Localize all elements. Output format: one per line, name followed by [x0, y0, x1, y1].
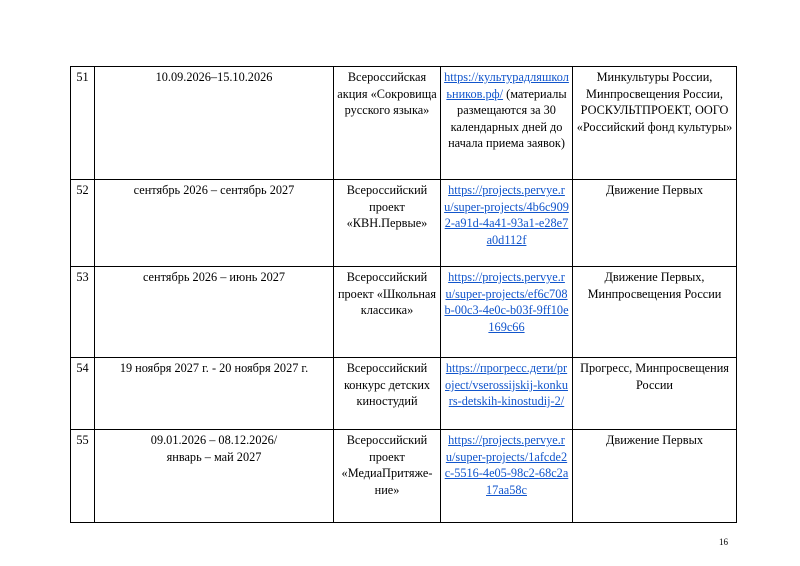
- page-number: 16: [719, 537, 728, 547]
- event-organizers: Движение Первых: [573, 430, 737, 523]
- event-link-cell: [441, 67, 573, 180]
- event-dates-text: сентябрь 2026 – сентябрь 2027: [133, 183, 295, 197]
- table-row: [71, 180, 737, 267]
- event-link[interactable]: https://прогресс.дети/project/vserossijskij-konkurs-detskih-kinostudij-2/: [445, 361, 568, 409]
- event-dates-text: 10.09.2026–15.10.2026: [155, 70, 273, 84]
- event-dates-text: 09.01.2026 – 08.12.2026/: [150, 433, 278, 447]
- event-link-cell: [441, 358, 573, 430]
- event-dates-text: 19 ноября 2027 г. - 20 ноября 2027 г.: [119, 361, 309, 375]
- event-dates-text-2: январь – май 2027: [166, 449, 262, 464]
- row-number: 55: [71, 430, 95, 523]
- row-number: 53: [71, 267, 95, 358]
- event-link-cell: [441, 267, 573, 358]
- event-organizers: Прогресс, Минпросвещения России: [573, 358, 737, 430]
- row-number: 51: [71, 67, 95, 180]
- events-table: [70, 66, 737, 523]
- event-link[interactable]: https://projects.pervye.ru/super-projects/ef6c708b-00c3-4e0c-b03f-9ff10e169c66: [444, 270, 569, 334]
- event-link[interactable]: https://projects.pervye.ru/super-projects/1afcde2c-5516-4e05-98c2-68c2a17aa58c: [444, 433, 569, 497]
- row-number: 54: [71, 358, 95, 430]
- event-organizers: Движение Первых, Минпросвещения России: [573, 267, 737, 358]
- table-row: [71, 267, 737, 358]
- event-dates: [95, 180, 334, 267]
- event-organizers: Движение Первых: [573, 180, 737, 267]
- table-row: [71, 430, 737, 523]
- event-link-cell: [441, 180, 573, 267]
- event-link[interactable]: https://projects.pervye.ru/super-projects/4b6c9092-a91d-4a41-93a1-e28e7a0d112f: [444, 183, 569, 247]
- event-dates: [95, 358, 334, 430]
- event-dates: [95, 267, 334, 358]
- event-title: Всероссийская акция «Сокровища русского языка»: [334, 67, 441, 180]
- event-link-note: (материалы размещаются за 30 календарных дней до начала приема заявок): [448, 86, 567, 151]
- event-dates: [95, 430, 334, 523]
- table-row: [71, 358, 737, 430]
- event-title: Всероссийский проект «МедиаПритяже-ние»: [334, 430, 441, 523]
- event-dates: [95, 67, 334, 180]
- event-title: Всероссийский конкурс детских киностудий: [334, 358, 441, 430]
- event-organizers: Минкультуры России, Минпросвещения России, РОСКУЛЬТПРОЕКТ, ООГО «Российский фонд культуры»: [573, 67, 737, 180]
- row-number: 52: [71, 180, 95, 267]
- event-title: Всероссийский проект «КВН.Первые»: [334, 180, 441, 267]
- table-row: [71, 67, 737, 180]
- event-link-cell: [441, 430, 573, 523]
- event-link[interactable]: https://культурадляшкольников.рф/: [444, 70, 569, 101]
- event-dates-text: сентябрь 2026 – июнь 2027: [142, 270, 286, 284]
- event-title: Всероссийский проект «Школьная классика»: [334, 267, 441, 358]
